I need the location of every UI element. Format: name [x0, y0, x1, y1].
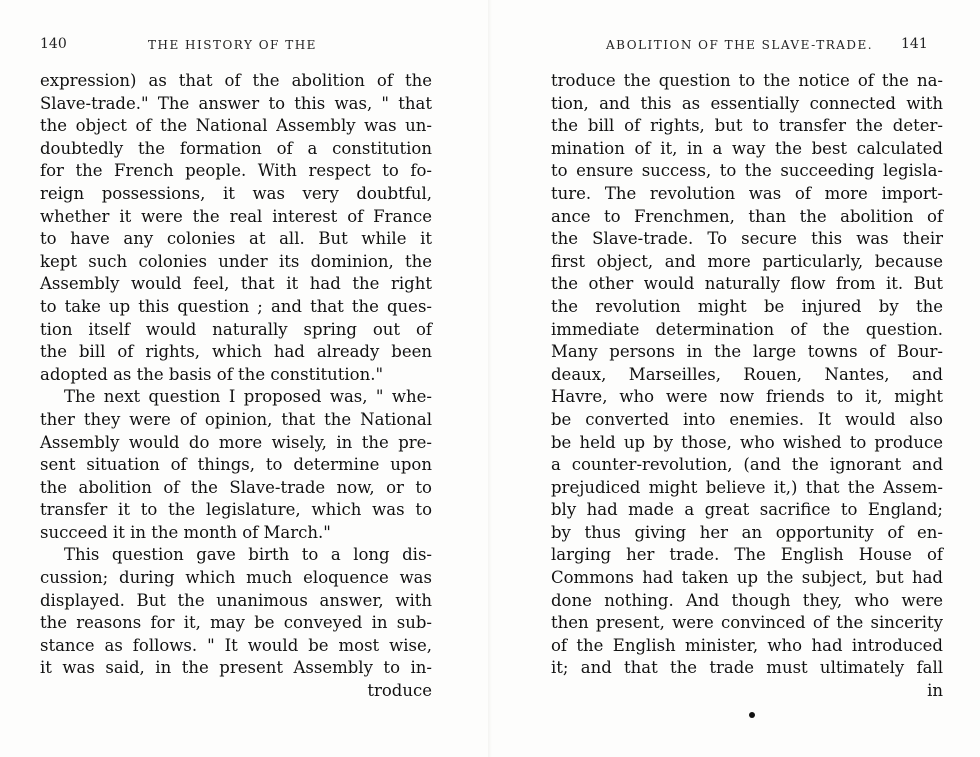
text-line: be converted into enemies. It would also	[551, 409, 943, 429]
text-line: of the English minister, who had introduced	[551, 635, 943, 655]
text-line: tion, and this as essentially connected with	[551, 93, 943, 113]
text-line: Havre, who were now friends to it, might	[551, 387, 943, 407]
text-line: first object, and more particularly, because	[551, 251, 943, 271]
text-line: kept such colonies under its dominion, the	[40, 251, 432, 271]
text-line: doubtedly the formation of a constitution	[40, 138, 432, 158]
text-line: prejudiced might believe it,) that the Assem-	[551, 477, 943, 497]
text-line: Assembly would feel, that it had the right	[40, 274, 432, 294]
text-line: Many persons in the large towns of Bour-	[551, 342, 943, 362]
text-line: ture. The revolution was of more import-	[551, 183, 943, 203]
left-running-head: THE HISTORY OF THE	[148, 38, 317, 52]
text-line: it was said, in the present Assembly to in-	[40, 658, 432, 678]
text-line: ance to Frenchmen, than the abolition of	[551, 206, 943, 226]
text-line: transfer it to the legislature, which was to	[40, 500, 432, 520]
text-line: a counter-revolution, (and the ignorant and	[551, 455, 943, 475]
catchword: troduce	[367, 681, 432, 701]
text-line: cussion; during which much eloquence was	[40, 568, 432, 588]
text-line: Slave-trade." The answer to this was, " that	[40, 93, 432, 113]
left-body-text	[40, 70, 432, 703]
right-page-number: 141	[901, 36, 928, 52]
text-line: the other would naturally flow from it. But	[551, 274, 943, 294]
text-line: stance as follows. " It would be most wise,	[40, 635, 432, 655]
text-line: the reasons for it, may be conveyed in sub-	[40, 613, 432, 633]
text-line: the abolition of the Slave-trade now, or to	[40, 477, 432, 497]
text-line: for the French people. With respect to fo-	[40, 161, 432, 181]
text-line: done nothing. And though they, who were	[551, 590, 943, 610]
catchword: in	[927, 681, 943, 701]
text-line: Commons had taken up the subject, but had	[551, 568, 943, 588]
right-running-head: ABOLITION OF THE SLAVE-TRADE.	[606, 38, 874, 52]
text-line: immediate determination of the question.	[551, 319, 943, 339]
text-line: then present, were convinced of the sincerity	[551, 613, 943, 633]
text-line: whether it were the real interest of France	[40, 206, 432, 226]
text-line: it; and that the trade must ultimately fall	[551, 658, 943, 678]
text-line: the bill of rights, but to transfer the deter-	[551, 116, 943, 136]
text-line: by thus giving her an opportunity of en-	[551, 522, 943, 542]
text-line: sent situation of things, to determine upon	[40, 455, 432, 475]
text-line: to ensure success, to the succeeding legisla-	[551, 161, 943, 181]
text-line: bly had made a great sacrifice to England;	[551, 500, 943, 520]
text-line: troduce the question to the notice of the na-	[551, 71, 943, 90]
text-line: succeed it in the month of March."	[40, 522, 331, 542]
text-line: to take up this question ; and that the ques-	[40, 296, 432, 316]
text-line: expression) as that of the abolition of the	[40, 71, 432, 90]
text-line: reign possessions, it was very doubtful,	[40, 183, 432, 203]
text-line: This question gave birth to a long dis-	[64, 545, 432, 565]
text-line: to have any colonies at all. But while it	[40, 229, 432, 249]
text-line: the object of the National Assembly was un-	[40, 116, 432, 136]
text-line: The next question I proposed was, " whe-	[64, 387, 432, 407]
text-line: the bill of rights, which had already been	[40, 342, 432, 362]
ink-speck	[749, 712, 755, 718]
text-line: deaux, Marseilles, Rouen, Nantes, and	[551, 364, 943, 384]
text-line: Assembly would do more wisely, in the pre-	[40, 432, 432, 452]
text-line: ther they were of opinion, that the National	[40, 409, 432, 429]
text-line: adopted as the basis of the constitution."	[40, 364, 384, 384]
text-line: tion itself would naturally spring out of	[40, 319, 432, 339]
text-line: displayed. But the unanimous answer, with	[40, 590, 432, 610]
text-line: the revolution might be injured by the	[551, 296, 943, 316]
text-line: mination of it, in a way the best calculated	[551, 138, 943, 158]
left-page-number: 140	[40, 36, 67, 52]
text-line: the Slave-trade. To secure this was their	[551, 229, 943, 249]
text-line: be held up by those, who wished to produce	[551, 432, 943, 452]
right-body-text	[551, 70, 943, 703]
right-page	[490, 0, 980, 757]
text-line: larging her trade. The English House of	[551, 545, 943, 565]
